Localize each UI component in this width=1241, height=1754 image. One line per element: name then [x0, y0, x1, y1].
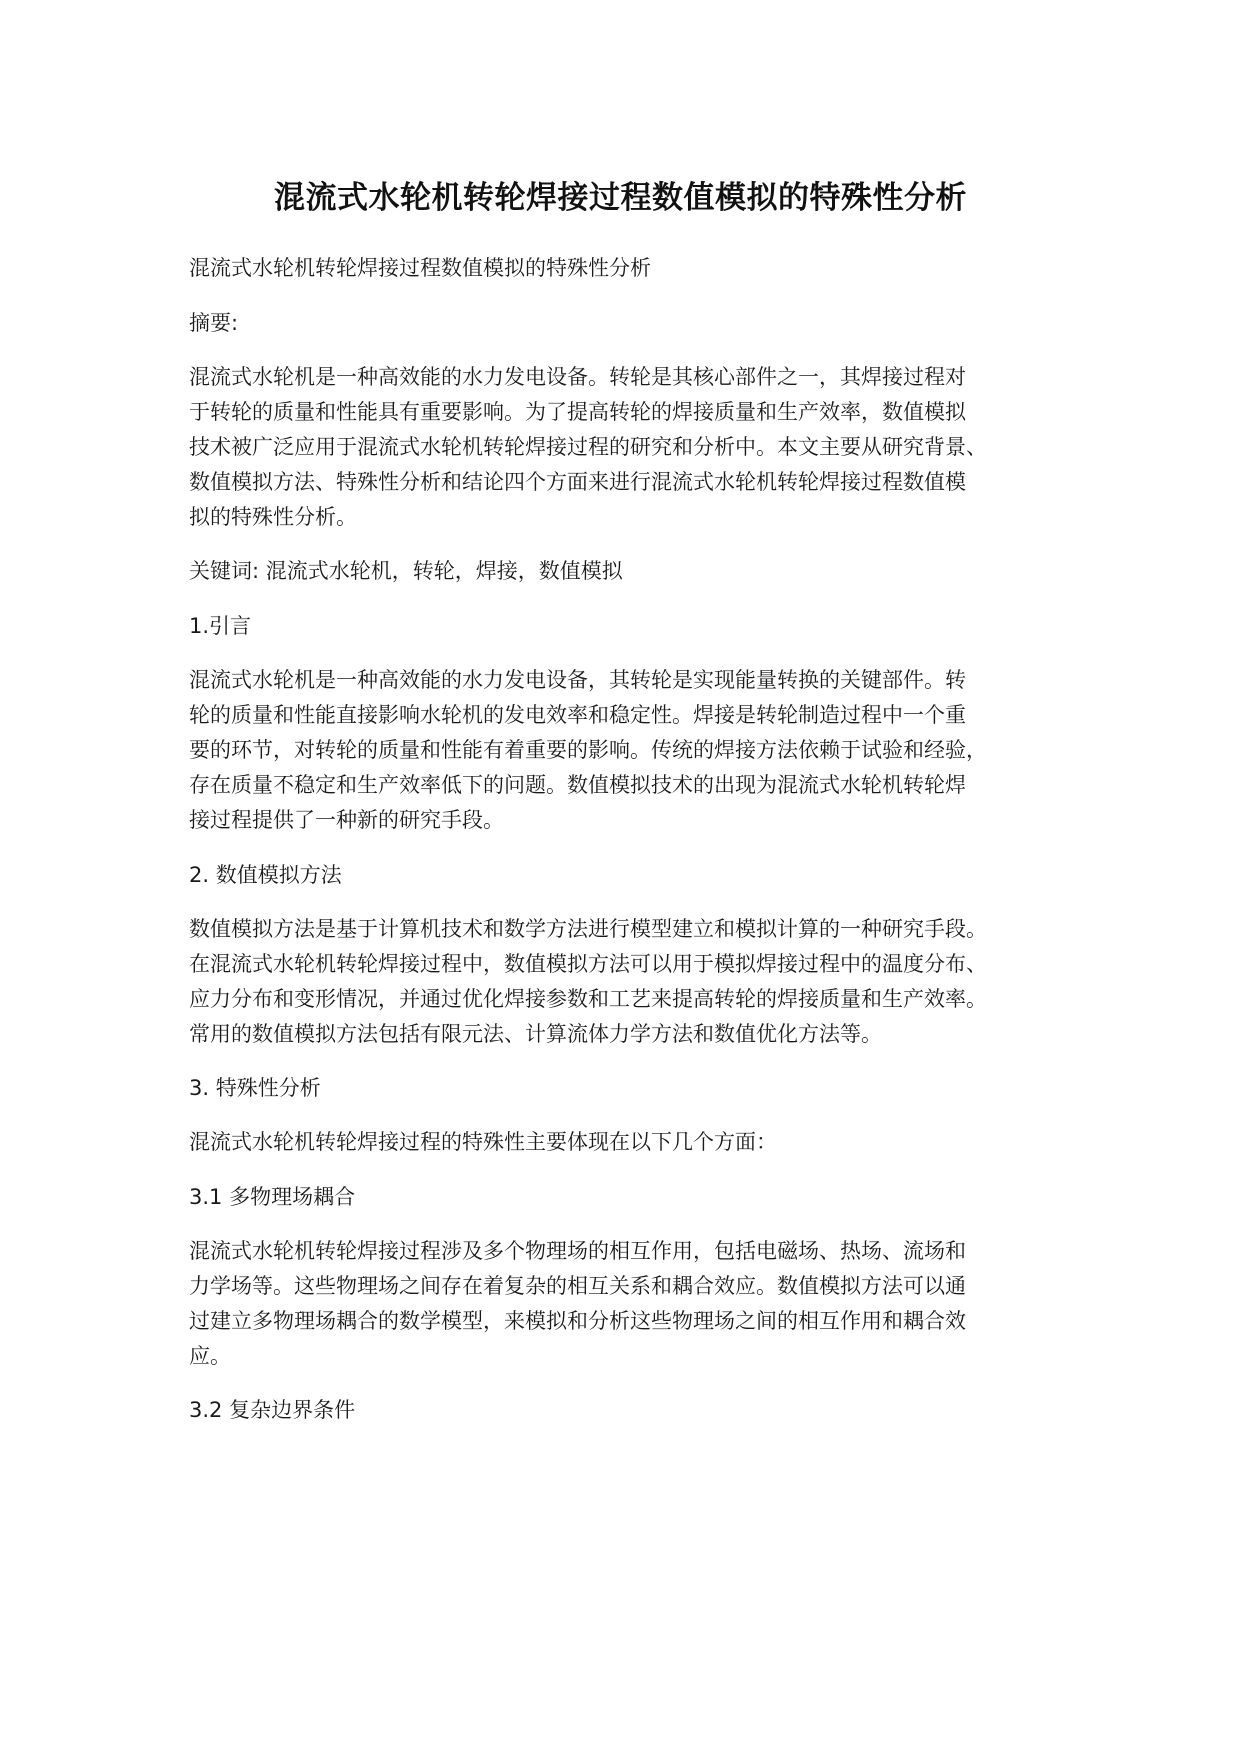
subtitle-line: 混流式水轮机转轮焊接过程数值模拟的特殊性分析: [189, 256, 651, 280]
multiphysics-line: 混流式水轮机转轮焊接过程涉及多个物理场的相互作用，包括电磁场、热场、流场和: [189, 1239, 966, 1263]
section-heading-methods: 2. 数值模拟方法: [189, 863, 342, 887]
methods-line: 常用的数值模拟方法包括有限元法、计算流体力学方法和数值优化方法等。: [189, 1022, 882, 1046]
abstract-line: 于转轮的质量和性能具有重要影响。为了提高转轮的焊接质量和生产效率，数值模拟: [189, 400, 966, 424]
abstract-heading: 摘要:: [189, 311, 239, 335]
methods-line: 数值模拟方法是基于计算机技术和数学方法进行模型建立和模拟计算的一种研究手段。: [189, 917, 987, 941]
methods-line: 应力分布和变形情况，并通过优化焊接参数和工艺来提高转轮的焊接质量和生产效率。: [189, 987, 987, 1011]
section-heading-analysis: 3. 特殊性分析: [189, 1076, 321, 1100]
abstract-line: 技术被广泛应用于混流式水轮机转轮焊接过程的研究和分析中。本文主要从研究背景、: [189, 435, 987, 459]
abstract-line: 拟的特殊性分析。: [189, 505, 357, 529]
keywords-line: 关键词: 混流式水轮机，转轮，焊接，数值模拟: [189, 559, 623, 583]
introduction-line: 接过程提供了一种新的研究手段。: [189, 808, 504, 832]
introduction-line: 存在质量不稳定和生产效率低下的问题。数值模拟技术的出现为混流式水轮机转轮焊: [189, 773, 966, 797]
subsection-heading-boundary: 3.2 复杂边界条件: [189, 1398, 356, 1422]
abstract-line: 数值模拟方法、特殊性分析和结论四个方面来进行混流式水轮机转轮焊接过程数值模: [189, 470, 966, 494]
introduction-line: 要的环节，对转轮的质量和性能有着重要的影响。传统的焊接方法依赖于试验和经验，: [189, 738, 987, 762]
section-heading-introduction: 1.引言: [189, 614, 252, 638]
methods-line: 在混流式水轮机转轮焊接过程中，数值模拟方法可以用于模拟焊接过程中的温度分布、: [189, 952, 987, 976]
multiphysics-line: 力学场等。这些物理场之间存在着复杂的相互关系和耦合效应。数值模拟方法可以通: [189, 1274, 966, 1298]
abstract-line: 混流式水轮机是一种高效能的水力发电设备。转轮是其核心部件之一，其焊接过程对: [189, 365, 966, 389]
subsection-heading-multiphysics: 3.1 多物理场耦合: [189, 1185, 356, 1209]
multiphysics-line: 应。: [189, 1344, 231, 1368]
analysis-line: 混流式水轮机转轮焊接过程的特殊性主要体现在以下几个方面：: [189, 1130, 777, 1154]
multiphysics-line: 过建立多物理场耦合的数学模型，来模拟和分析这些物理场之间的相互作用和耦合效: [189, 1309, 966, 1333]
document-title: 混流式水轮机转轮焊接过程数值模拟的特殊性分析: [274, 180, 967, 216]
introduction-line: 轮的质量和性能直接影响水轮机的发电效率和稳定性。焊接是转轮制造过程中一个重: [189, 703, 966, 727]
introduction-line: 混流式水轮机是一种高效能的水力发电设备，其转轮是实现能量转换的关键部件。转: [189, 668, 966, 692]
